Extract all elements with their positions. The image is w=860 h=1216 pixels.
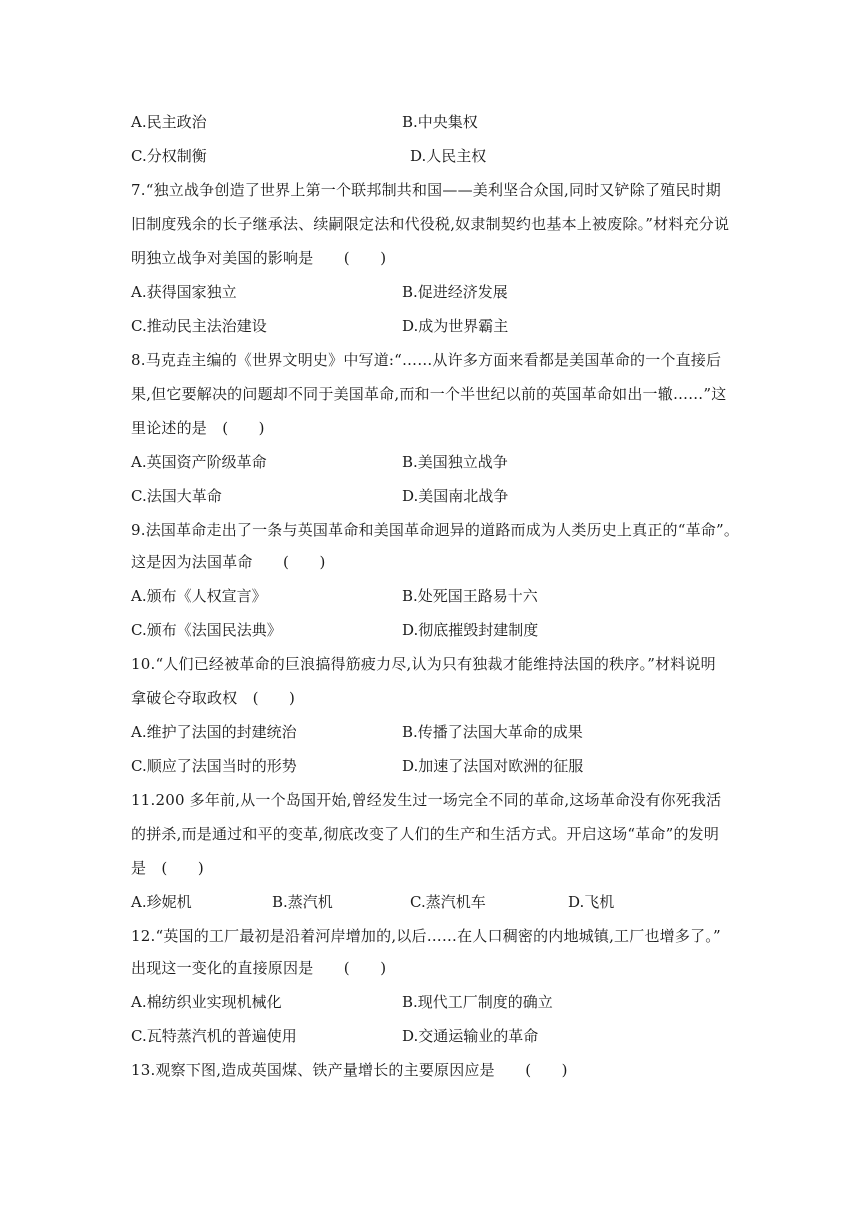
q8-option-a[interactable]: A.英国资产阶级革命 — [131, 453, 267, 471]
q9-option-b[interactable]: B.处死国王路易十六 — [402, 587, 538, 605]
q10-stem-line: 10.“人们已经被革命的巨浪搞得筋疲力尽,认为只有独裁才能维持法国的秩序。”材料说明 — [131, 655, 716, 673]
q11-option-d[interactable]: D.飞机 — [568, 893, 615, 911]
q8-option-d[interactable]: D.美国南北战争 — [402, 487, 509, 505]
q10-stem-line: 拿破仑夺取政权 ( ) — [131, 689, 296, 707]
q8-option-b[interactable]: B.美国独立战争 — [402, 453, 508, 471]
q7-option-d[interactable]: D.成为世界霸主 — [402, 317, 509, 335]
q11-stem-line: 11.200 多年前,从一个岛国开始,曾经发生过一场完全不同的革命,这场革命没有你死我活 — [131, 791, 722, 809]
q9-option-c[interactable]: C.颁布《法国民法典》 — [131, 621, 282, 639]
q11-option-a[interactable]: A.珍妮机 — [131, 893, 192, 911]
q9-option-a[interactable]: A.颁布《人权宣言》 — [131, 587, 267, 605]
q8-stem-line: 果,但它要解决的问题却不同于美国革命,而和一个半世纪以前的英国革命如出一辙……”这 — [131, 385, 727, 403]
q7-stem-line: 7.“独立战争创造了世界上第一个联邦制共和国——美利坚合众国,同时又铲除了殖民时期 — [131, 181, 721, 199]
q12-option-a[interactable]: A.棉纺织业实现机械化 — [131, 993, 282, 1011]
q9-stem-line: 9.法国革命走出了一条与英国革命和美国革命迥异的道路而成为人类历史上真正的“革命”。 — [131, 521, 740, 539]
q13-stem-line: 13.观察下图,造成英国煤、铁产量增长的主要原因应是 ( ) — [131, 1061, 568, 1079]
q12-option-d[interactable]: D.交通运输业的革命 — [402, 1027, 539, 1045]
q9-option-d[interactable]: D.彻底摧毁封建制度 — [402, 621, 539, 639]
q11-stem-line: 是 ( ) — [131, 859, 204, 877]
q12-stem-line: 出现这一变化的直接原因是 ( ) — [131, 959, 387, 977]
q10-option-d[interactable]: D.加速了法国对欧洲的征服 — [402, 757, 584, 775]
q6-option-d[interactable]: D.人民主权 — [410, 147, 487, 165]
q7-option-b[interactable]: B.促进经济发展 — [402, 283, 508, 301]
q12-stem-line: 12.“英国的工厂最初是沿着河岸增加的,以后……在人口稠密的内地城镇,工厂也增多了。” — [131, 927, 721, 945]
q11-option-b[interactable]: B.蒸汽机 — [272, 893, 333, 911]
q8-option-c[interactable]: C.法国大革命 — [131, 487, 222, 505]
q11-option-c[interactable]: C.蒸汽机车 — [410, 893, 486, 911]
q10-option-b[interactable]: B.传播了法国大革命的成果 — [402, 723, 583, 741]
q11-stem-line: 的拼杀,而是通过和平的变革,彻底改变了人们的生产和生活方式。开启这场“革命”的发明 — [131, 825, 720, 843]
q7-option-a[interactable]: A.获得国家独立 — [131, 283, 237, 301]
q7-stem-line: 旧制度残余的长子继承法、续嗣限定法和代役税,奴隶制契约也基本上被废除。”材料充分说 — [131, 215, 730, 233]
q6-option-c[interactable]: C.分权制衡 — [131, 147, 207, 165]
q10-option-c[interactable]: C.顺应了法国当时的形势 — [131, 757, 297, 775]
q12-option-b[interactable]: B.现代工厂制度的确立 — [402, 993, 553, 1011]
q7-stem-line: 明独立战争对美国的影响是 ( ) — [131, 249, 387, 267]
q10-option-a[interactable]: A.维护了法国的封建统治 — [131, 723, 297, 741]
q6-option-b[interactable]: B.中央集权 — [402, 113, 478, 131]
q8-stem-line: 8.马克垚主编的《世界文明史》中写道:“……从许多方面来看都是美国革命的一个直接后 — [131, 351, 722, 369]
q7-option-c[interactable]: C.推动民主法治建设 — [131, 317, 267, 335]
q8-stem-line: 里论述的是 ( ) — [131, 419, 265, 437]
q12-option-c[interactable]: C.瓦特蒸汽机的普遍使用 — [131, 1027, 297, 1045]
q6-option-a[interactable]: A.民主政治 — [131, 113, 207, 131]
q9-stem-line: 这是因为法国革命 ( ) — [131, 553, 326, 571]
